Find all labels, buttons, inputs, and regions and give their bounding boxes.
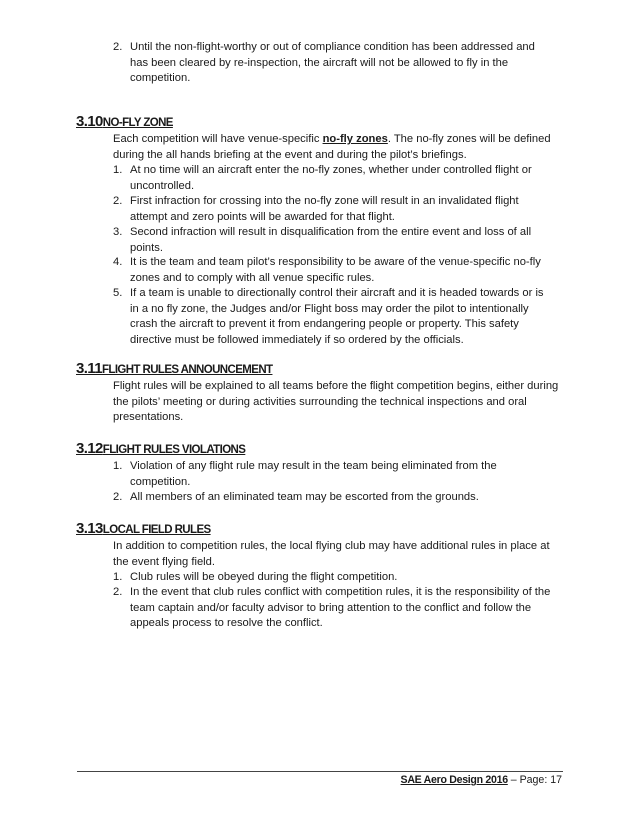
section-intro: Each competition will have venue-specific no-fly zones. The no-fly zones will be defined during the all hands briefing at the event and during the pilot’s briefings. bbox=[113, 133, 551, 161]
section-number: 3.12 bbox=[76, 440, 103, 457]
list-item bbox=[113, 40, 553, 87]
list-text: Until the non-flight-worthy or out of compliance condition has been addressed and has been cleared by re-inspection, the aircraft will not be allowed to fly in the competition. bbox=[130, 41, 535, 84]
section-number: 3.11 bbox=[76, 360, 102, 377]
page-footer bbox=[401, 774, 562, 786]
section-number: 3.10 bbox=[76, 113, 103, 130]
section-title: NO-FLY ZONE bbox=[102, 117, 173, 129]
footer-separator: – Page: bbox=[507, 774, 551, 786]
list-text: All members of an eliminated team may be escorted from the grounds. bbox=[130, 491, 479, 503]
list-number: 2. bbox=[113, 195, 123, 207]
section-intro: Flight rules will be explained to all teams before the flight competition begins, either during the pilots’ meeting or during activities surrounding the technical inspections and oral presentations. bbox=[113, 380, 559, 423]
section-heading-3-10 bbox=[76, 113, 173, 131]
section-intro: In addition to competition rules, the local flying club may have additional rules in place at the event flying field. bbox=[113, 540, 550, 568]
section-heading-3-11 bbox=[76, 360, 272, 378]
list-text: If a team is unable to directionally control their aircraft and it is headed towards or is in a no fly zone, the Judges and/or Flight boss may order the pilot to intentionally crash the aircraft to prevent it from endangering people or property. This safety directive must be followed immediately if so ordered by the officials. bbox=[130, 287, 544, 346]
list-number: 2. bbox=[113, 491, 123, 503]
list-number: 3. bbox=[113, 226, 123, 238]
list-item bbox=[113, 163, 553, 194]
list-number: 2. bbox=[113, 586, 123, 598]
list-text: It is the team and team pilot’s responsibility to be aware of the venue-specific no-fly zones and to comply with all venue specific rules. bbox=[130, 256, 541, 284]
list-number: 1. bbox=[113, 571, 123, 583]
section-title: FLIGHT RULES ANNOUNCEMENT bbox=[101, 364, 273, 376]
list-item bbox=[113, 459, 553, 490]
list-item bbox=[113, 194, 553, 225]
list-item bbox=[113, 225, 553, 256]
section-heading-3-13 bbox=[76, 520, 211, 538]
list-text: Club rules will be obeyed during the flight competition. bbox=[130, 571, 398, 583]
list-number: 1. bbox=[113, 164, 123, 176]
list-number: 5. bbox=[113, 287, 123, 299]
list-text: First infraction for crossing into the no-fly zone will result in an invalidated flight attempt and zero points will be awarded for that flight. bbox=[130, 195, 519, 223]
list-number: 2. bbox=[113, 41, 123, 53]
list-item bbox=[113, 255, 553, 286]
list-text: At no time will an aircraft enter the no-fly zones, whether under controlled flight or uncontrolled. bbox=[130, 164, 532, 192]
highlight-no-fly-zones: no-fly zones bbox=[322, 133, 388, 145]
list-text: Second infraction will result in disqualification from the entire event and loss of all points. bbox=[130, 226, 532, 254]
list-text: Violation of any flight rule may result in the team being eliminated from the competition. bbox=[130, 460, 497, 488]
list-item bbox=[113, 570, 553, 586]
list-item bbox=[113, 490, 553, 506]
section-heading-3-12 bbox=[76, 440, 245, 458]
section-title: LOCAL FIELD RULES bbox=[102, 524, 211, 536]
list-text: In the event that club rules conflict with competition rules, it is the responsibility of the team captain and/or faculty advisor to bring attention to the conflict and follow the appeals process to resolve the conflict. bbox=[130, 586, 551, 629]
footer-page-number: 17 bbox=[550, 774, 562, 786]
list-item bbox=[113, 286, 553, 348]
section-title: FLIGHT RULES VIOLATIONS bbox=[102, 444, 246, 456]
list-number: 4. bbox=[113, 256, 123, 268]
footer-divider bbox=[77, 771, 563, 772]
section-number: 3.13 bbox=[76, 520, 103, 537]
footer-doc-name: SAE Aero Design 2016 bbox=[400, 774, 508, 786]
list-number: 1. bbox=[113, 460, 123, 472]
list-item bbox=[113, 585, 553, 632]
